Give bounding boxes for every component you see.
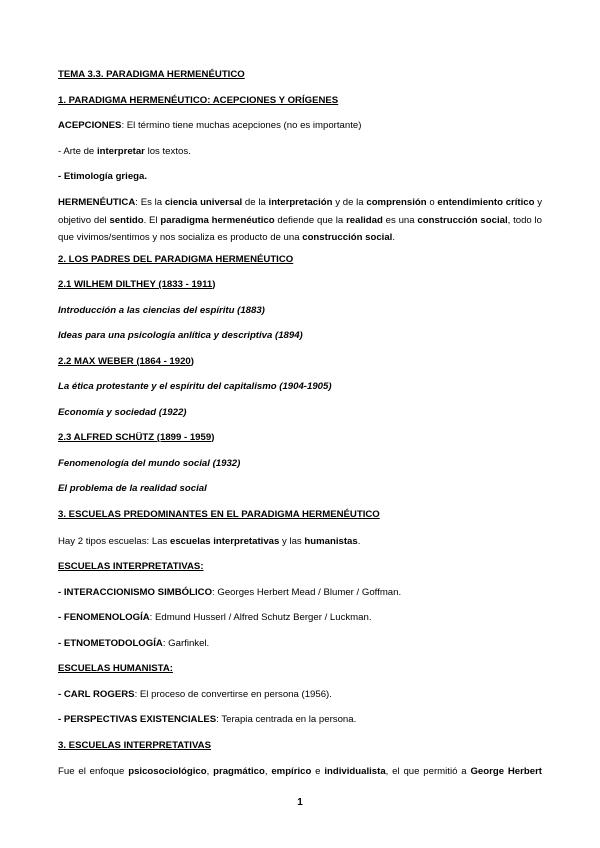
dilthey-heading: 2.1 WILHEM DILTHEY (1833 - 1911) bbox=[58, 279, 216, 290]
escuela-perspectivas: - PERSPECTIVAS EXISTENCIALES: Terapia centrada en la persona. bbox=[58, 714, 357, 725]
page-number: 1 bbox=[297, 797, 303, 808]
escuela-interaccionismo: - INTERACCIONISMO SIMBÓLICO: Georges Herbert Mead / Blumer / Goffman. bbox=[58, 587, 402, 598]
escuela-etnometodologia: - ETNOMETODOLOGÍA: Garfinkel. bbox=[58, 638, 210, 649]
weber-heading: 2.2 MAX WEBER (1864 - 1920) bbox=[58, 356, 194, 367]
schutz-work-2: El problema de la realidad social bbox=[58, 483, 207, 494]
acepciones-text: : El término tiene muchas acepciones (no es importante) bbox=[121, 120, 362, 131]
dilthey-work-2: Ideas para una psicología anlítica y descriptiva (1894) bbox=[58, 330, 303, 341]
acepcion-item-1: - Arte de interpretar los textos. bbox=[58, 146, 191, 157]
weber-work-2: Economía y sociedad (1922) bbox=[58, 407, 187, 418]
hermeneutica-paragraph: HERMENÉUTICA: Es la ciencia universal de la interpretación y de la comprensión o entendimiento crítico y objetivo del sentido. El paradigma hermenéutico defiende que la realidad es una construcción social, todo lo que vivimos/sentimos y nos socializa es producto de una construcción social. bbox=[58, 197, 543, 243]
interpretativas-heading: ESCUELAS INTERPRETATIVAS: bbox=[58, 561, 204, 572]
section-1-heading: 1. PARADIGMA HERMENÉUTICO: ACEPCIONES Y ORÍGENES bbox=[58, 95, 339, 106]
section-3-heading: 3. ESCUELAS PREDOMINANTES EN EL PARADIGMA HERMENÉUTICO bbox=[58, 509, 380, 520]
section-4-heading: 3. ESCUELAS INTERPRETATIVAS bbox=[58, 740, 211, 751]
weber-work-1: La ética protestante y el espíritu del capitalismo (1904-1905) bbox=[58, 381, 332, 392]
schutz-heading: 2.3 ALFRED SCHÜTZ (1899 - 1959) bbox=[58, 432, 215, 443]
schutz-work-1: Fenomenología del mundo social (1932) bbox=[58, 458, 241, 469]
interpretativas-paragraph: Fue el enfoque psicosociológico, pragmático, empírico e individualista, el que permitió a George Herbert bbox=[58, 766, 542, 777]
humanista-heading: ESCUELAS HUMANISTA: bbox=[58, 663, 173, 674]
dilthey-work-1: Introducción a las ciencias del espíritu (1883) bbox=[58, 305, 265, 316]
escuela-fenomenologia: - FENOMENOLOGÍA: Edmund Husserl / Alfred Schutz Berger / Luckman. bbox=[58, 612, 372, 623]
acepciones-paragraph bbox=[58, 120, 542, 132]
escuela-carl-rogers: - CARL ROGERS: El proceso de convertirse en persona (1956). bbox=[58, 689, 332, 700]
acepcion-item-2: - Etimología griega. bbox=[58, 171, 148, 182]
escuelas-intro: Hay 2 tipos escuelas: Las escuelas interpretativas y las humanistas. bbox=[58, 536, 361, 547]
acepciones-label: ACEPCIONES bbox=[58, 120, 122, 131]
section-2-heading: 2. LOS PADRES DEL PARADIGMA HERMENÉUTICO bbox=[58, 254, 294, 265]
page-title: TEMA 3.3. PARADIGMA HERMENÉUTICO bbox=[58, 69, 245, 80]
